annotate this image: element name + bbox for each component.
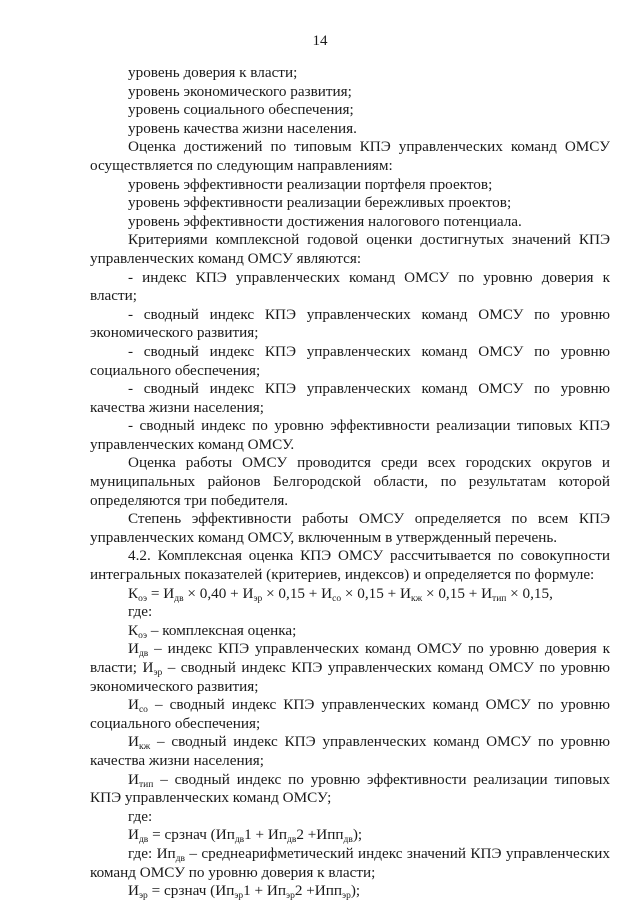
paragraph: - сводный индекс КПЭ управленческих команд ОМСУ по уровню социального обеспечения; bbox=[90, 342, 610, 379]
formula-line: $К_{оэ} = И_{дв} \times 0,40 + И_{эр} \times 0,15 + И_{со} \times 0,15 + И_{кж} \times 0,15 + И_{тип} \times 0,15$, bbox=[128, 584, 553, 604]
paragraph: уровень социального обеспечения; bbox=[128, 101, 354, 119]
paragraph: $И_{со}$ – сводный индекс КПЭ управленческих команд ОМСУ по уровню социального обеспечения; bbox=[90, 696, 610, 732]
paragraph: где: $Ип_{дв}$ – среднеарифметический индекс значений КПЭ управленческих команд ОМСУ по уровню доверия к власти; bbox=[90, 844, 610, 881]
paragraph: 4.2. Комплексная оценка КПЭ ОМСУ рассчитывается по совокупности интегральных показателей (критериев, индексов) и определяется по формуле: bbox=[90, 547, 610, 584]
paragraph: уровень эффективности достижения налогового потенциала. bbox=[128, 212, 522, 230]
paragraph: $И_{кж}$ – сводный индекс КПЭ управленческих команд ОМСУ по уровню качества жизни населения; bbox=[90, 733, 610, 769]
paragraph: уровень экономического развития; bbox=[128, 82, 352, 100]
paragraph: - сводный индекс по уровню эффективности реализации типовых КПЭ управленческих команд ОМСУ. bbox=[90, 417, 610, 453]
paragraph: где: bbox=[128, 807, 153, 825]
paragraph: - сводный индекс КПЭ управленческих команд ОМСУ по уровню качества жизни населения; bbox=[90, 380, 610, 416]
paragraph: - сводный индекс КПЭ управленческих команд ОМСУ по уровню экономического развития; bbox=[90, 305, 610, 342]
page-number: 14 bbox=[312, 33, 328, 49]
paragraph: уровень качества жизни населения. bbox=[128, 119, 357, 137]
paragraph: уровень эффективности реализации бережливых проектов; bbox=[128, 194, 512, 212]
paragraph: $И_{тип}$ – сводный индекс по уровню эффективности реализации типовых КПЭ управленческих команд ОМСУ; bbox=[90, 770, 610, 807]
paragraph: Оценка работы ОМСУ проводится среди всех городских округов и муниципальных районов Белгородской области, по результатам которой определяются три победителя. bbox=[90, 454, 610, 509]
paragraph: уровень доверия к власти; bbox=[128, 64, 298, 81]
paragraph: уровень эффективности реализации портфеля проектов; bbox=[128, 175, 493, 193]
paragraph: $И_{дв}$ – индекс КПЭ управленческих команд ОМСУ по уровню доверия к власти; $И_{эр}$ – сводный индекс КПЭ управленческих команд ОМСУ по уровню экономического развития; bbox=[90, 640, 610, 695]
paragraph: - индекс КПЭ управленческих команд ОМСУ по уровню доверия к власти; bbox=[90, 268, 610, 305]
paragraph: $К_{оэ}$ – комплексная оценка; bbox=[128, 621, 297, 641]
paragraph: Критериями комплексной годовой оценки достигнутых значений КПЭ управленческих команд ОМСУ являются: bbox=[90, 231, 610, 267]
document-body bbox=[90, 64, 610, 901]
paragraph: $И_{эр}$ = срзнач $(Ип_{эр}1 + Ип_{эр}2 +Ипп_{эр})$; bbox=[128, 882, 361, 902]
paragraph: Степень эффективности работы ОМСУ определяется по всем КПЭ управленческих команд ОМСУ, включенным в утвержденный перечень. bbox=[90, 510, 610, 546]
paragraph: $И_{дв}$ = срзнач $(Ип_{дв}1 + Ип_{дв}2 +Ипп_{дв})$; bbox=[128, 826, 363, 846]
paragraph: где: bbox=[128, 603, 153, 621]
paragraph: Оценка достижений по типовым КПЭ управленческих команд ОМСУ осуществляется по следующим направлениям: bbox=[90, 138, 610, 174]
